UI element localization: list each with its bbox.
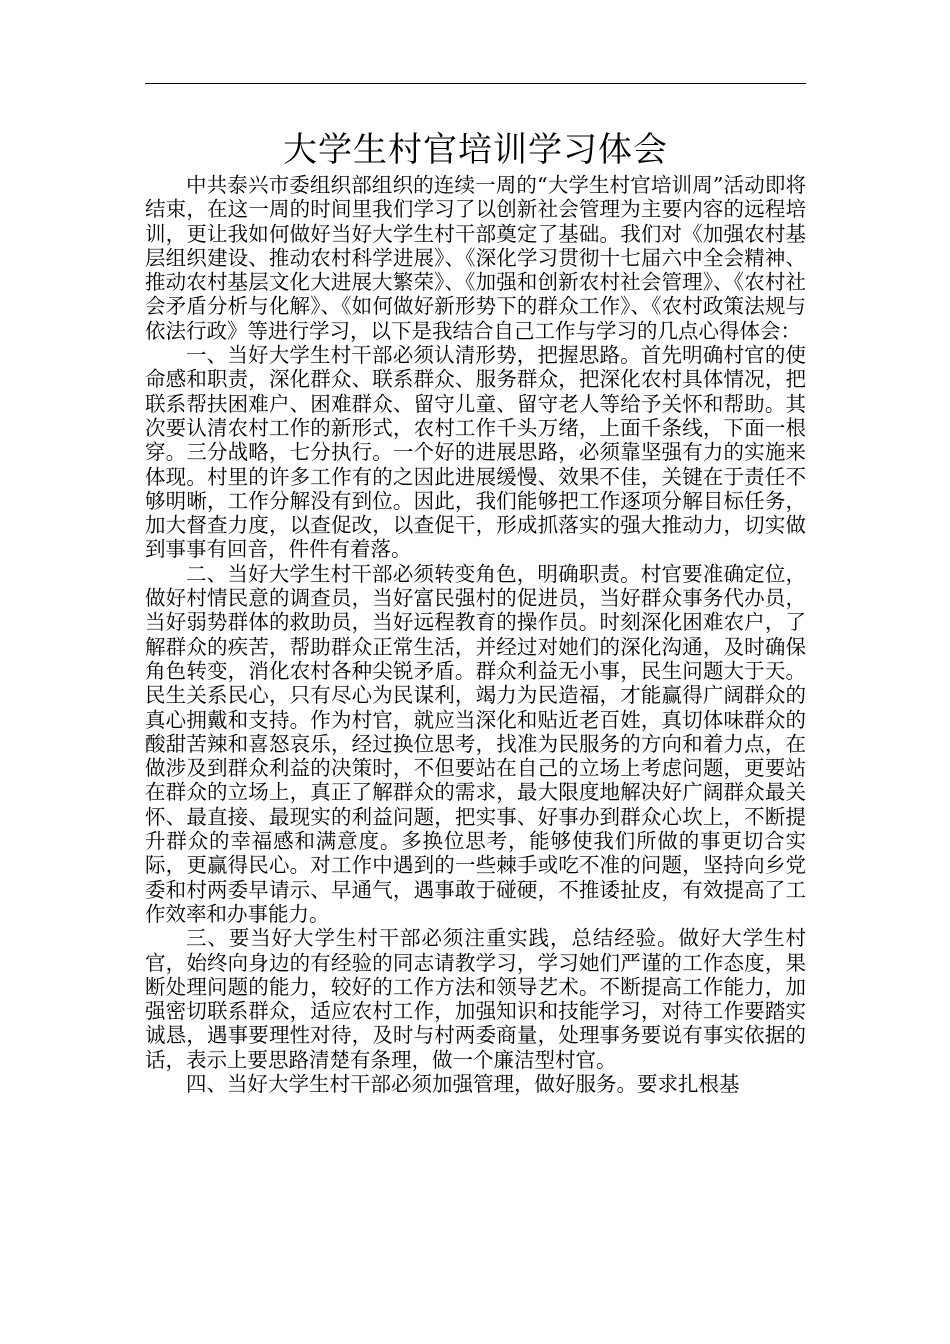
document-title: 大学生村官培训学习体会: [283, 130, 668, 170]
paragraph-point-4: 四、当好大学生村干部必须加强管理，做好服务。要求扎根基: [186, 1071, 740, 1096]
header-rule: [145, 83, 806, 84]
paragraph-point-3: 三、要当好大学生村干部必须注重实践，总结经验。做好大学生村官，始终向身边的有经验的同志请教学习，学习她们严谨的工作态度，果断处理问题的能力，较好的工作方法和领导艺术。不断提高工作能力，加强密切联系群众，适应农村工作，加强知识和技能学习，对待工作要踏实诚恳，遇事要理性对待，及时与村两委商量，处理事务要说有事实依据的话，表示上要思路清楚有条理，做一个廉洁型村官。: [145, 926, 806, 1072]
paragraph-point-2: 二、当好大学生村干部必须转变角色，明确职责。村官要准确定位，做好村情民意的调查员，当好富民强村的促进员，当好群众事务代办员，当好弱势群体的救助员，当好远程教育的操作员。时刻深化困难农户，了解群众的疾苦，帮助群众正常生活，并经过对她们的深化沟通，及时确保角色转变，消化农村各种尖锐矛盾。群众利益无小事，民生问题大于天。民生关系民心，只有尽心为民谋利，竭力为民造福，才能赢得广阔群众的真心拥戴和支持。作为村官，就应当深化和贴近老百姓，真切体味群众的酸甜苦辣和喜怒哀乐，经过换位思考，找准为民服务的方向和着力点，在做涉及到群众利益的决策时，不但要站在自己的立场上考虑问题，更要站在群众的立场上，真正了解群众的需求，最大限度地解决好广阔群众最关怀、最直接、最现实的利益问题，把实事、好事办到群众心坎上，不断提升群众的幸福感和满意度。多换位思考，能够使我们所做的事更切合实际，更赢得民心。对工作中遇到的一些棘手或吃不准的问题，坚持向乡党委和村两委早请示、早通气，遇事敢于碰硬，不推诿扯皮，有效提高了工作效率和办事能力。: [145, 561, 806, 926]
document-body: [145, 173, 806, 1096]
paragraph-point-1: 一、当好大学生村干部必须认清形势，把握思路。首先明确村官的使命感和职责，深化群众、联系群众、服务群众，把深化农村具体情况，把联系帮扶困难户、困难群众、留守儿童、留守老人等给予关怀和帮助。其次要认清农村工作的新形式，农村工作千头万绪，上面千条线，下面一根穿。三分战略，七分执行。一个好的进展思路，必须靠坚强有力的实施来体现。村里的许多工作有的之因此进展缓慢、效果不佳，关键在于责任不够明晰，工作分解没有到位。因此，我们能够把工作逐项分解目标任务，加大督查力度，以查促改，以查促干，形成抓落实的强大推动力，切实做到事事有回音，件件有着落。: [145, 343, 806, 562]
paragraph-intro: 中共泰兴市委组织部组织的连续一周的“大学生村官培训周”活动即将结束，在这一周的时间里我们学习了以创新社会管理为主要内容的远程培训，更让我如何做好当好大学生村干部奠定了基础。我们对《加强农村基层组织建设、推动农村科学进展》、《深化学习贯彻十七届六中全会精神、推动农村基层文化大进展大繁荣》、《加强和创新农村社会管理》、《农村社会矛盾分析与化解》、《如何做好新形势下的群众工作》、《农村政策法规与依法行政》等进行学习，以下是我结合自己工作与学习的几点心得体会：: [145, 173, 806, 343]
